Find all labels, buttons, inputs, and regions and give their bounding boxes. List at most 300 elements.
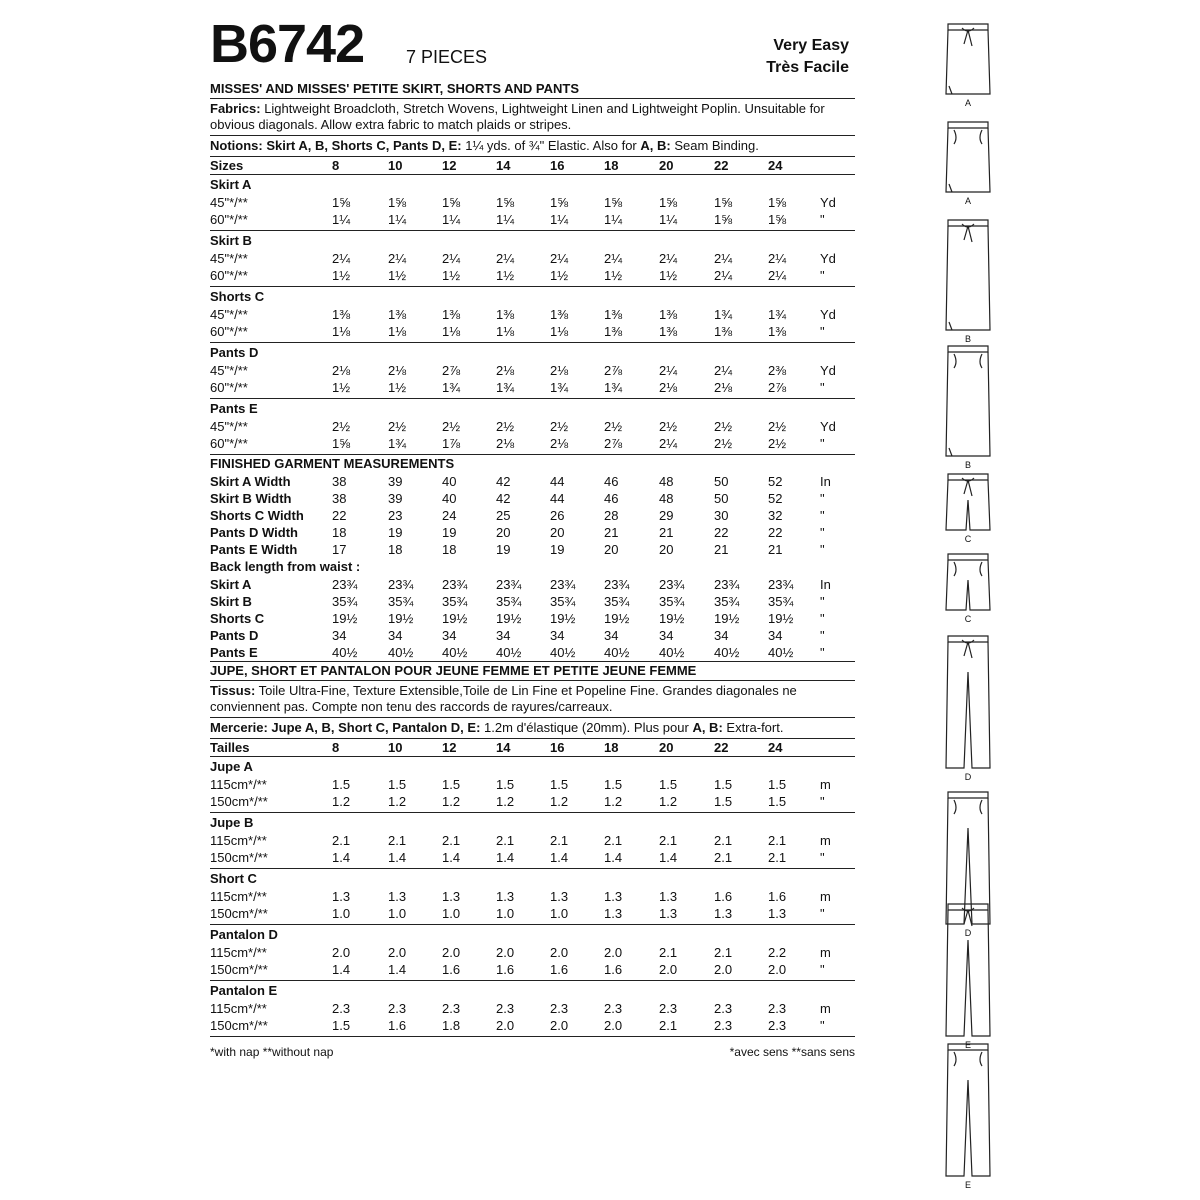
cell-value: 29 (659, 508, 674, 523)
cell-value: 1.4 (332, 962, 351, 977)
cell-value: 2¼ (496, 251, 515, 266)
row-label: 45"*/** (210, 307, 248, 322)
cell-value: 1½ (604, 268, 623, 283)
cell-value: 2.1 (768, 850, 787, 865)
notions-text-fr: 1.2m d'élastique (20mm). Plus pour (480, 720, 693, 735)
cell-value: 2⅛ (659, 380, 678, 395)
cell-value: 1.2 (388, 794, 407, 809)
cell-value: 1⅝ (768, 212, 787, 227)
cell-value: 19 (442, 525, 457, 540)
cell-value: 1⅜ (442, 307, 461, 322)
cell-value: 1⅝ (714, 195, 733, 210)
cell-value: 42 (496, 474, 511, 489)
group-title: Short C (210, 871, 257, 886)
row-unit: m (820, 945, 831, 960)
cell-value: 19½ (388, 611, 414, 626)
row-unit: " (820, 594, 825, 609)
group-title: Pantalon D (210, 927, 278, 942)
cell-value: 2.0 (550, 945, 569, 960)
table-row (210, 576, 855, 593)
cell-value: 20 (659, 740, 674, 755)
cell-value: 34 (604, 628, 619, 643)
cell-value: 1⅝ (550, 195, 569, 210)
fabrics-label-fr: Tissus: (210, 683, 256, 698)
cell-value: 1⅜ (768, 324, 787, 339)
notions-label-fr: Mercerie: Jupe A, B, Short C, Pantalon D, E: (210, 720, 481, 735)
row-unit: Yd (820, 251, 836, 266)
cell-value: 2.3 (442, 1001, 461, 1016)
cell-value: 16 (550, 158, 565, 173)
cell-value: 19½ (442, 611, 468, 626)
cell-value: 1.4 (604, 850, 623, 865)
cell-value: 1¾ (496, 380, 515, 395)
cell-value: 34 (550, 628, 565, 643)
pattern-envelope-back (210, 0, 855, 1067)
cell-value: 42 (496, 491, 511, 506)
cell-value: 22 (714, 740, 729, 755)
cell-value: 18 (442, 542, 457, 557)
cell-value: 18 (332, 525, 347, 540)
yardage-table-fr (210, 757, 855, 1036)
pockets (954, 354, 982, 368)
notions-ab: A, B: (640, 138, 671, 153)
fabrics-fr (210, 681, 855, 717)
row-unit: Yd (820, 419, 836, 434)
cell-value: 2.3 (714, 1001, 733, 1016)
cell-value: 48 (659, 491, 674, 506)
table-row (210, 610, 855, 627)
cell-value: 2½ (659, 419, 678, 434)
cell-value: 10 (388, 740, 403, 755)
cell-value: 2¼ (768, 268, 787, 283)
pockets (954, 800, 982, 814)
table-row (210, 888, 855, 905)
group-title: Pantalon E (210, 983, 278, 998)
difficulty (766, 35, 849, 79)
fabrics-en (210, 99, 855, 135)
cell-value: 1.6 (442, 962, 461, 977)
cell-value: 2½ (496, 419, 515, 434)
table-row (210, 379, 855, 396)
cell-value: 2½ (442, 419, 461, 434)
cell-value: 1⅜ (388, 307, 407, 322)
skirt-outline (946, 226, 990, 330)
cell-value: 30 (714, 508, 729, 523)
cell-value: 34 (388, 628, 403, 643)
cell-value: 1⅛ (388, 324, 407, 339)
cell-value: 40½ (332, 645, 358, 660)
footnotes (210, 1045, 855, 1067)
cell-value: 35¾ (604, 594, 630, 609)
pockets (954, 1052, 982, 1066)
group-title: Pants E (210, 401, 258, 416)
waistband (948, 24, 988, 30)
cell-value: 35¾ (388, 594, 414, 609)
cell-value: 1½ (388, 268, 407, 283)
cell-value: 52 (768, 491, 783, 506)
cell-value: 34 (714, 628, 729, 643)
garment-sketch-skirt-short (918, 118, 1018, 210)
row-unit: " (820, 491, 825, 506)
row-label: Skirt B (210, 594, 252, 609)
row-label: 150cm*/** (210, 850, 268, 865)
table-row (210, 418, 855, 435)
cell-value: 1¾ (714, 307, 733, 322)
cell-value: 1.3 (714, 906, 733, 921)
cell-value: 1⅜ (496, 307, 515, 322)
cell-value: 46 (604, 474, 619, 489)
notions-label: Notions: Skirt A, B, Shorts C, Pants D, E: (210, 138, 462, 153)
cell-value: 26 (550, 508, 565, 523)
cell-value: 1.5 (496, 777, 515, 792)
cell-value: 1.6 (388, 1018, 407, 1033)
row-unit: m (820, 777, 831, 792)
cell-value: 2.1 (714, 945, 733, 960)
table-row (210, 849, 855, 866)
header (210, 0, 855, 98)
cell-value: 34 (768, 628, 783, 643)
cell-value: 19½ (550, 611, 576, 626)
group-title: Skirt B (210, 233, 252, 248)
cell-value: 2⅛ (550, 436, 569, 451)
row-label: Skirt B Width (210, 491, 292, 506)
table-row (210, 776, 855, 793)
table-row (210, 644, 855, 661)
cell-value: 40½ (604, 645, 630, 660)
row-unit: " (820, 508, 825, 523)
cell-value: 2.1 (659, 945, 678, 960)
notions-fr (210, 718, 855, 738)
cell-value: 1½ (388, 380, 407, 395)
cell-value: 1¾ (550, 380, 569, 395)
cell-value: 2⅛ (332, 363, 351, 378)
cell-value: 17 (332, 542, 347, 557)
row-label: 115cm*/** (210, 833, 267, 848)
cell-value: 1.3 (388, 889, 407, 904)
cell-value: 22 (714, 525, 729, 540)
table-row (210, 593, 855, 610)
cell-value: 2½ (604, 419, 623, 434)
cell-value: 1⅜ (659, 324, 678, 339)
cell-value: 2.0 (714, 962, 733, 977)
garment-sketch-skirt-short (918, 20, 1018, 112)
cell-value: 2.0 (768, 962, 787, 977)
cell-value: 2.0 (550, 1018, 569, 1033)
cell-value: 23¾ (442, 577, 468, 592)
group-title: Shorts C (210, 289, 265, 304)
cell-value: 2¼ (550, 251, 569, 266)
cell-value: 44 (550, 491, 565, 506)
cell-value: 19 (388, 525, 403, 540)
sketch-label: A (964, 196, 971, 206)
row-label: 150cm*/** (210, 1018, 268, 1033)
cell-value: 1.8 (442, 1018, 461, 1033)
cell-value: 1.5 (388, 777, 407, 792)
cell-value: 1.5 (550, 777, 569, 792)
row-unit: m (820, 833, 831, 848)
pants-outline (946, 642, 990, 768)
cell-value: 1⅛ (442, 324, 461, 339)
cell-value: 2½ (388, 419, 407, 434)
cell-value: 2⅞ (442, 363, 461, 378)
waistband (948, 904, 988, 910)
row-unit: Yd (820, 195, 836, 210)
yardage-group (210, 231, 855, 286)
row-label: 60"*/** (210, 212, 248, 227)
cell-value: 1.3 (768, 906, 787, 921)
row-label: Skirt A Width (210, 474, 291, 489)
pieces-count: 7 PIECES (406, 47, 488, 67)
cell-value: 1¾ (442, 380, 461, 395)
waistband (948, 1044, 988, 1050)
cell-value: 40½ (714, 645, 740, 660)
cell-value: 2.0 (496, 945, 515, 960)
cell-value: 1.6 (768, 889, 787, 904)
cell-value: 1.0 (332, 906, 351, 921)
cell-value: 23¾ (332, 577, 358, 592)
cell-value: 38 (332, 474, 347, 489)
cell-value: 1½ (332, 380, 351, 395)
row-unit: In (820, 577, 831, 592)
cell-value: 2.1 (768, 833, 787, 848)
cell-value: 2⅞ (604, 436, 623, 451)
row-label: Pants D Width (210, 525, 298, 540)
row-unit: " (820, 850, 825, 865)
cell-value: 50 (714, 474, 729, 489)
cell-value: 40 (442, 474, 457, 489)
sizes-header-fr (210, 739, 855, 756)
cell-value: 1.4 (388, 850, 407, 865)
cell-value: 1½ (332, 268, 351, 283)
table-row (210, 541, 855, 558)
cell-value: 14 (496, 740, 511, 755)
cell-value: 1.3 (442, 889, 461, 904)
cell-value: 1.2 (550, 794, 569, 809)
cell-value: 2.1 (659, 1018, 678, 1033)
cell-value: 2¼ (714, 251, 733, 266)
sketch-label: B (964, 460, 971, 470)
sketch-drawing (918, 118, 1018, 196)
cell-value: 50 (714, 491, 729, 506)
garment-sketch-skirt-long (918, 342, 1018, 474)
cell-value: 40 (442, 491, 457, 506)
cell-value: 34 (496, 628, 511, 643)
cell-value: 20 (659, 542, 674, 557)
cell-value: 1⅜ (332, 307, 351, 322)
cell-value: 2.3 (714, 1018, 733, 1033)
table-row (210, 1000, 855, 1017)
cell-value: 23¾ (388, 577, 414, 592)
cell-value: 2.0 (659, 962, 678, 977)
cell-value: 18 (604, 158, 619, 173)
slit (949, 86, 952, 94)
cell-value: 22 (768, 525, 783, 540)
notions-ab-fr: A, B: (692, 720, 723, 735)
yardage-group (210, 925, 855, 980)
cell-value: 2.2 (768, 945, 787, 960)
garment-sketch-shorts (918, 470, 1018, 548)
back-lengths (210, 576, 855, 661)
cell-value: 21 (768, 542, 783, 557)
cell-value: 40½ (388, 645, 414, 660)
yardage-group (210, 869, 855, 924)
table-row (210, 250, 855, 267)
waistband (948, 792, 988, 798)
waistband (948, 474, 988, 480)
garment-sketches (918, 20, 1018, 1190)
cell-value: 40½ (496, 645, 522, 660)
sketch-drawing (918, 550, 1018, 614)
cell-value: 1½ (496, 268, 515, 283)
cell-value: 2.0 (332, 945, 351, 960)
cell-value: 2⅛ (388, 363, 407, 378)
cell-value: 1⅜ (604, 324, 623, 339)
cell-value: 1.5 (604, 777, 623, 792)
cell-value: 1.4 (550, 850, 569, 865)
table-row (210, 157, 855, 174)
difficulty-en: Very Easy (773, 37, 849, 54)
row-unit: " (820, 525, 825, 540)
waistband (948, 220, 988, 226)
cell-value: 2½ (714, 419, 733, 434)
cell-value: 1⅜ (659, 307, 678, 322)
cell-value: 2.3 (550, 1001, 569, 1016)
group-title: Pants D (210, 345, 259, 360)
cell-value: 1.2 (496, 794, 515, 809)
yardage-group (210, 981, 855, 1036)
table-row (210, 524, 855, 541)
group-title: Jupe A (210, 759, 253, 774)
cell-value: 23¾ (768, 577, 794, 592)
cell-value: 2¼ (768, 251, 787, 266)
cell-value: 2.3 (768, 1001, 787, 1016)
cell-value: 1.5 (332, 1018, 351, 1033)
cell-value: 2.1 (714, 833, 733, 848)
cell-value: 12 (442, 740, 457, 755)
cell-value: 1.5 (714, 794, 733, 809)
row-label: Pants E (210, 645, 258, 660)
pockets (954, 130, 982, 144)
row-label: Pants E Width (210, 542, 298, 557)
row-unit: Yd (820, 307, 836, 322)
table-row (210, 435, 855, 452)
cell-value: 52 (768, 474, 783, 489)
row-label: Shorts C (210, 611, 265, 626)
row-label: 60"*/** (210, 268, 248, 283)
cell-value: 21 (659, 525, 674, 540)
garment-sketch-pants (918, 1040, 1018, 1194)
cell-value: 1⅝ (332, 195, 351, 210)
cell-value: 2.0 (388, 945, 407, 960)
row-label: 115cm*/** (210, 945, 267, 960)
pants-outline (946, 910, 990, 1036)
cell-value: 1.5 (768, 777, 787, 792)
cell-value: 35¾ (496, 594, 522, 609)
cell-value: 1½ (442, 268, 461, 283)
cell-value: 24 (768, 158, 783, 173)
row-label: Sizes (210, 158, 244, 173)
waistband (948, 346, 988, 352)
cell-value: 1.5 (768, 794, 787, 809)
sizes-header-en (210, 157, 855, 174)
row-unit: " (820, 380, 825, 395)
cell-value: 8 (332, 158, 340, 173)
table-row (210, 490, 855, 507)
table-row (210, 739, 855, 756)
row-unit: " (820, 962, 825, 977)
pants-outline (946, 1050, 990, 1176)
cell-value: 19½ (604, 611, 630, 626)
sketch-label: A (964, 98, 971, 108)
cell-value: 2.0 (496, 1018, 515, 1033)
cell-value: 2.3 (332, 1001, 351, 1016)
cell-value: 8 (332, 740, 340, 755)
table-row (210, 905, 855, 922)
row-unit: m (820, 889, 831, 904)
cell-value: 2.3 (768, 1018, 787, 1033)
cell-value: 2.1 (550, 833, 569, 848)
cell-value: 2⅞ (604, 363, 623, 378)
cell-value: 2.1 (496, 833, 515, 848)
cell-value: 1⅜ (714, 324, 733, 339)
cell-value: 34 (442, 628, 457, 643)
table-row (210, 473, 855, 490)
cell-value: 2.1 (659, 833, 678, 848)
row-label: 60"*/** (210, 380, 248, 395)
sketch-label: E (964, 1180, 971, 1190)
row-unit: " (820, 611, 825, 626)
row-label: 45"*/** (210, 251, 248, 266)
cell-value: 35¾ (659, 594, 685, 609)
drawstring-tie (962, 224, 974, 242)
cell-value: 25 (496, 508, 511, 523)
cell-value: 35¾ (768, 594, 794, 609)
cell-value: 1.2 (659, 794, 678, 809)
cell-value: 1⅝ (768, 195, 787, 210)
table-row (210, 323, 855, 340)
cell-value: 16 (550, 740, 565, 755)
waistband (948, 122, 988, 128)
cell-value: 1¼ (388, 212, 407, 227)
cell-value: 1.4 (332, 850, 351, 865)
cell-value: 2.3 (388, 1001, 407, 1016)
yardage-group (210, 343, 855, 398)
cell-value: 22 (714, 158, 729, 173)
finished-measurements-title: FINISHED GARMENT MEASUREMENTS (210, 456, 455, 471)
garment-sketch-pants (918, 632, 1018, 786)
cell-value: 1.2 (332, 794, 351, 809)
cell-value: 2½ (332, 419, 351, 434)
cell-value: 1.2 (442, 794, 461, 809)
row-unit: " (820, 628, 825, 643)
table-row (210, 267, 855, 284)
cell-value: 1.4 (442, 850, 461, 865)
cell-value: 1.4 (388, 962, 407, 977)
drawstring-tie (962, 478, 974, 496)
cell-value: 1.5 (714, 777, 733, 792)
row-unit: " (820, 324, 825, 339)
cell-value: 1⅝ (442, 195, 461, 210)
cell-value: 1.5 (659, 777, 678, 792)
yardage-group (210, 757, 855, 812)
cell-value: 38 (332, 491, 347, 506)
notions-en (210, 136, 855, 156)
cell-value: 1¾ (768, 307, 787, 322)
cell-value: 23¾ (604, 577, 630, 592)
cell-value: 19½ (768, 611, 794, 626)
cell-value: 2.1 (332, 833, 351, 848)
row-label: 45"*/** (210, 195, 248, 210)
